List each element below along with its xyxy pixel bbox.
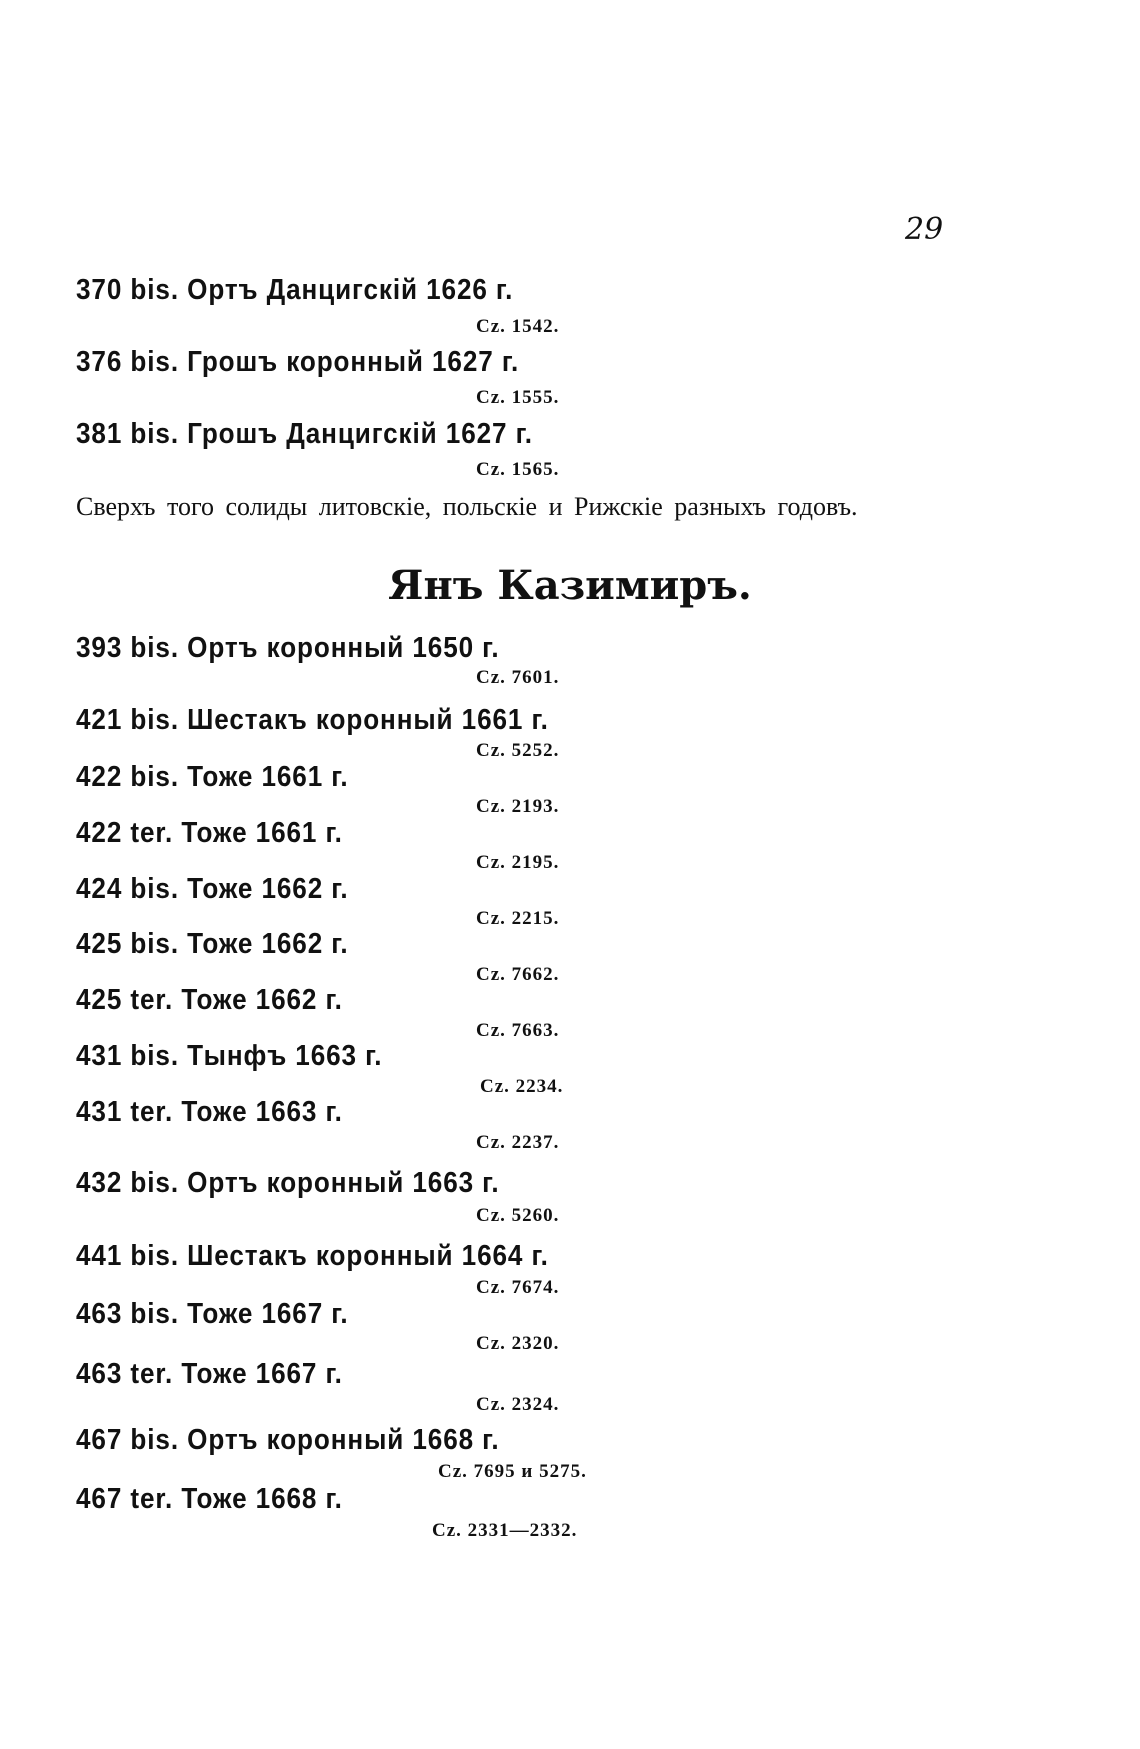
entry-number: 422: [76, 761, 123, 793]
entry-text: Грошъ коронный 1627 г.: [187, 346, 520, 378]
catalog-reference: Cz. 2237.: [476, 1132, 560, 1153]
page-number: 29: [905, 212, 944, 247]
entry-row: [76, 274, 513, 307]
catalog-reference: Cz. 2320.: [476, 1333, 560, 1354]
entry-suffix: bis.: [130, 346, 179, 378]
entry-suffix: bis.: [130, 274, 179, 306]
entry-row: [76, 1240, 549, 1273]
entry-number: 431: [76, 1096, 123, 1128]
entry-row: [76, 984, 343, 1017]
entry-number: 441: [76, 1240, 123, 1272]
catalog-reference: Cz. 2193.: [476, 796, 560, 817]
entry-text: Тоже 1663 г.: [181, 1096, 343, 1128]
entry-number: 425: [76, 928, 123, 960]
entry-suffix: bis.: [130, 761, 179, 793]
entry-text: Тоже 1662 г.: [181, 984, 343, 1016]
entry-text: Ортъ коронный 1650 г.: [187, 632, 500, 664]
catalog-reference: Cz. 5252.: [476, 740, 560, 761]
entry-row: [76, 761, 349, 794]
catalog-reference: Cz. 2234.: [480, 1076, 564, 1097]
entry-suffix: bis.: [130, 418, 179, 450]
entry-suffix: ter.: [130, 1483, 174, 1515]
entry-number: 432: [76, 1167, 123, 1199]
entry-number: 425: [76, 984, 123, 1016]
entry-text: Шестакъ коронный 1661 г.: [187, 704, 549, 736]
entry-number: 422: [76, 817, 123, 849]
catalog-reference: Cz. 7663.: [476, 1020, 560, 1041]
entry-row: [76, 817, 343, 850]
entry-text: Тоже 1662 г.: [187, 873, 349, 905]
entry-number: 376: [76, 346, 123, 378]
entry-row: [76, 873, 349, 906]
entry-row: [76, 928, 349, 961]
catalog-reference: Cz. 2324.: [476, 1394, 560, 1415]
entry-row: [76, 1096, 343, 1129]
catalog-reference: Cz. 7695 и 5275.: [438, 1461, 587, 1482]
entry-number: 393: [76, 632, 123, 664]
entry-text: Тынфъ 1663 г.: [187, 1040, 383, 1072]
entry-suffix: ter.: [130, 984, 174, 1016]
entry-row: [76, 418, 533, 451]
entry-suffix: bis.: [130, 1240, 179, 1272]
section-heading: Янъ Казимиръ.: [388, 562, 752, 609]
entry-number: 424: [76, 873, 123, 905]
entry-suffix: bis.: [130, 928, 179, 960]
entry-number: 431: [76, 1040, 123, 1072]
entry-number: 467: [76, 1424, 123, 1456]
catalog-reference: Cz. 7662.: [476, 964, 560, 985]
entry-text: Ортъ коронный 1663 г.: [187, 1167, 500, 1199]
catalog-reference: Cz. 1555.: [476, 387, 560, 408]
entry-text: Ортъ коронный 1668 г.: [187, 1424, 500, 1456]
catalog-reference: Cz. 5260.: [476, 1205, 560, 1226]
entry-number: 463: [76, 1358, 123, 1390]
entry-text: Шестакъ коронный 1664 г.: [187, 1240, 549, 1272]
entry-text: Ортъ Данцигскій 1626 г.: [187, 274, 514, 306]
entry-number: 463: [76, 1298, 123, 1330]
entry-suffix: bis.: [130, 704, 179, 736]
entry-suffix: bis.: [130, 1424, 179, 1456]
entry-row: [76, 1424, 499, 1457]
entry-suffix: ter.: [130, 1358, 174, 1390]
entry-text: Тоже 1662 г.: [187, 928, 349, 960]
entry-suffix: bis.: [130, 632, 179, 664]
entry-row: [76, 346, 519, 379]
entry-row: [76, 1483, 343, 1516]
entry-number: 370: [76, 274, 123, 306]
entry-suffix: ter.: [130, 817, 174, 849]
entry-number: 381: [76, 418, 123, 450]
entry-suffix: bis.: [130, 1167, 179, 1199]
entry-suffix: bis.: [130, 1298, 179, 1330]
note-paragraph: Сверхъ того солиды литовскіе, польскіе и Рижскіе разныхъ годовъ.: [76, 492, 858, 521]
entry-row: [76, 632, 499, 665]
entry-text: Грошъ Данцигскій 1627 г.: [187, 418, 533, 450]
entry-row: [76, 1298, 349, 1331]
entry-row: [76, 1167, 499, 1200]
catalog-reference: Cz. 7601.: [476, 667, 560, 688]
entry-text: Тоже 1661 г.: [187, 761, 349, 793]
catalog-reference: Cz. 7674.: [476, 1277, 560, 1298]
entry-row: [76, 1040, 382, 1073]
catalog-reference: Cz. 1565.: [476, 459, 560, 480]
entry-text: Тоже 1668 г.: [181, 1483, 343, 1515]
entry-number: 467: [76, 1483, 123, 1515]
entry-text: Тоже 1667 г.: [187, 1298, 349, 1330]
entry-text: Тоже 1661 г.: [181, 817, 343, 849]
catalog-reference: Cz. 1542.: [476, 316, 560, 337]
entry-row: [76, 1358, 343, 1391]
entry-number: 421: [76, 704, 123, 736]
catalog-reference: Cz. 2331—2332.: [432, 1520, 578, 1541]
entry-suffix: ter.: [130, 1096, 174, 1128]
entry-text: Тоже 1667 г.: [181, 1358, 343, 1390]
catalog-reference: Cz. 2195.: [476, 852, 560, 873]
entry-suffix: bis.: [130, 873, 179, 905]
entry-suffix: bis.: [130, 1040, 179, 1072]
catalog-reference: Cz. 2215.: [476, 908, 560, 929]
entry-row: [76, 704, 549, 737]
